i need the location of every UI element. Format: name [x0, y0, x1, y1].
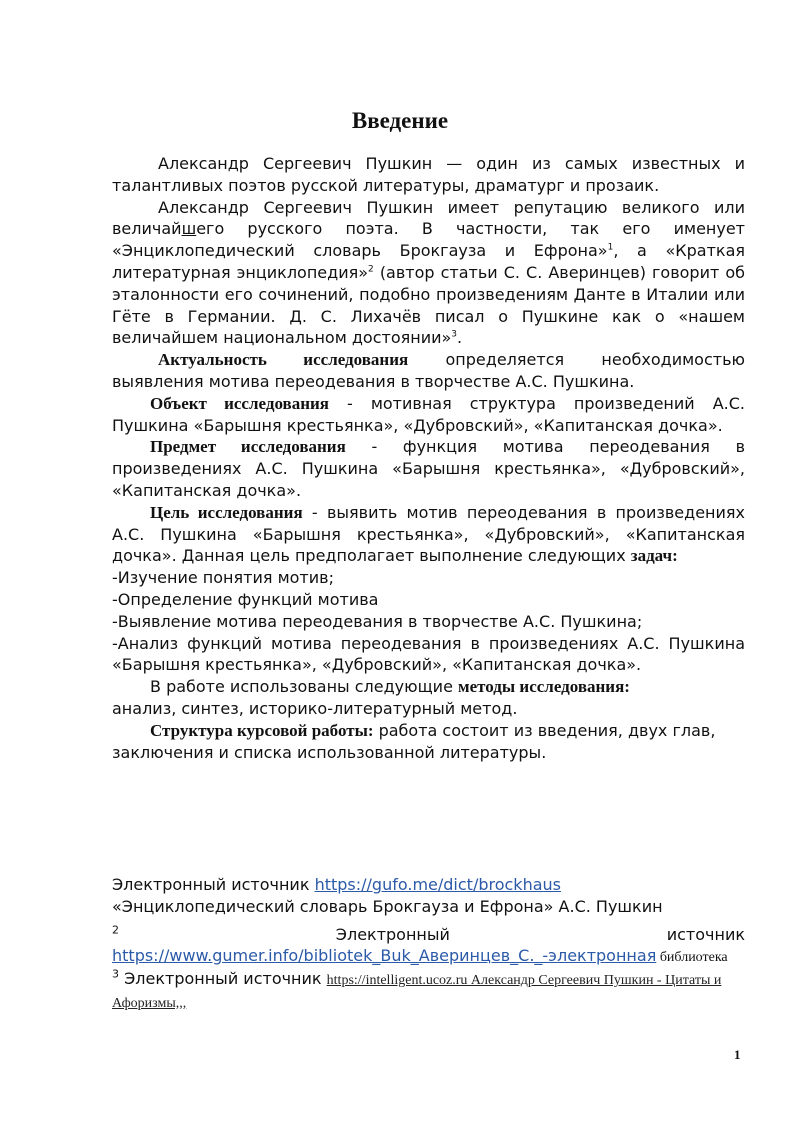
footnote-link[interactable]: https://gufo.me/dict/brockhaus	[314, 875, 561, 894]
text-span: , а «Краткая литературная энциклопедия»	[112, 241, 746, 282]
object-label: Объект исследования	[150, 393, 329, 413]
tasks-label: задач:	[630, 546, 678, 566]
relevance-label: Актуальность исследования	[158, 350, 409, 370]
structure-paragraph	[112, 720, 745, 764]
footnotes	[112, 874, 745, 1014]
text-span: его русского поэта. В частности, так его именует «Энциклопедический словарь Брокгауза и Ефрона»	[112, 219, 745, 261]
subject-label: Предмет исследования	[150, 437, 346, 457]
text-span: Александр Сергеевич Пушкин имеет репутацию великого или величай	[112, 197, 745, 239]
methods-text: В работе использованы следующие	[150, 677, 459, 697]
goal-paragraph	[112, 502, 745, 567]
footnote-number: 3	[112, 967, 119, 981]
footnote-link[interactable]: https://intelligent.ucoz.ru Александр Сергеевич Пушкин - Цитаты и Афоризмы,,,	[112, 973, 722, 1011]
footnote-ref[interactable]: 1	[607, 242, 614, 253]
reputation-paragraph	[112, 197, 745, 350]
structure-label: Структура курсовой работы:	[150, 720, 374, 740]
methods-label: методы исследования:	[458, 677, 630, 697]
footnote-text: Электронный источник	[112, 875, 315, 894]
footnote-text: Электронный источник	[119, 969, 327, 988]
text-span: (автор статьи С. С. Аверинцев) говорит об эталонности его сочинений, подобно произведениям Данте в Италии или Гёте в Германии. Д. С. Лихачёв писал о Пушкине как о «нашем величайшем национальном достоянии»	[112, 262, 746, 348]
relevance-paragraph	[112, 349, 745, 393]
goal-text: - выявить мотив переодевания в произведениях А.С. Пушкина «Барышня крестьянка», «Дубровский», «Капитанская дочка». Данная цель предполагает выполнение следующих	[112, 502, 746, 566]
document-body	[112, 153, 745, 763]
footnote-text: библиотека	[656, 950, 728, 965]
structure-text: работа состоит из введения, двух глав, заключения и списка использованной литературы.	[112, 720, 716, 762]
underlined-letter: ш	[181, 219, 197, 239]
object-text: - мотивная структура произведений А.С. Пушкина «Барышня крестьянка», «Дубровский», «Капитанская дочка».	[112, 393, 745, 435]
page-title: Введение	[351, 108, 449, 133]
footnote-3	[112, 968, 745, 1014]
page-number: 1	[734, 1047, 741, 1062]
task-item: -Выявление мотива переодевания в творчестве А.С. Пушкина;	[112, 611, 643, 631]
task-item: -Анализ функций мотива переодевания в произведениях А.С. Пушкина «Барышня крестьянка», «Дубровский», «Капитанская дочка».	[112, 633, 745, 675]
footnote-2	[112, 924, 745, 968]
footnote-link[interactable]: https://www.gumer.info/bibliotek_Buk_Аверинцев_С._-электронная	[112, 946, 657, 965]
relevance-text: определяется необходимостью выявления мотива переодевания в творчестве А.С. Пушкина.	[112, 350, 745, 391]
task-item: -Изучение понятия мотив;	[112, 568, 334, 588]
subject-paragraph	[112, 436, 745, 501]
subject-text: - функция мотива переодевания в произведениях А.С. Пушкина «Барышня крестьянка», «Дубровский», «Капитанская дочка».	[112, 437, 745, 500]
footnote-ref[interactable]: 3	[451, 330, 458, 341]
footnote-text: Электронный источник	[119, 925, 745, 944]
object-paragraph	[112, 393, 745, 437]
methods-paragraph	[112, 676, 745, 698]
text-span: .	[457, 328, 463, 348]
goal-label: Цель исследования	[150, 502, 303, 522]
methods-list: анализ, синтез, историко-литературный метод.	[112, 698, 518, 718]
footnote-ref[interactable]: 2	[368, 264, 374, 275]
footnote-number: 2	[112, 923, 119, 937]
footnote-1-title: «Энциклопедический словарь Брокгауза и Ефрона» А.С. Пушкин	[112, 897, 663, 916]
footnote-1	[112, 874, 745, 896]
intro-paragraph: Александр Сергеевич Пушкин — один из самых известных и талантливых поэтов русской литературы, драматург и прозаик.	[112, 154, 745, 195]
task-item: -Определение функций мотива	[112, 589, 379, 609]
